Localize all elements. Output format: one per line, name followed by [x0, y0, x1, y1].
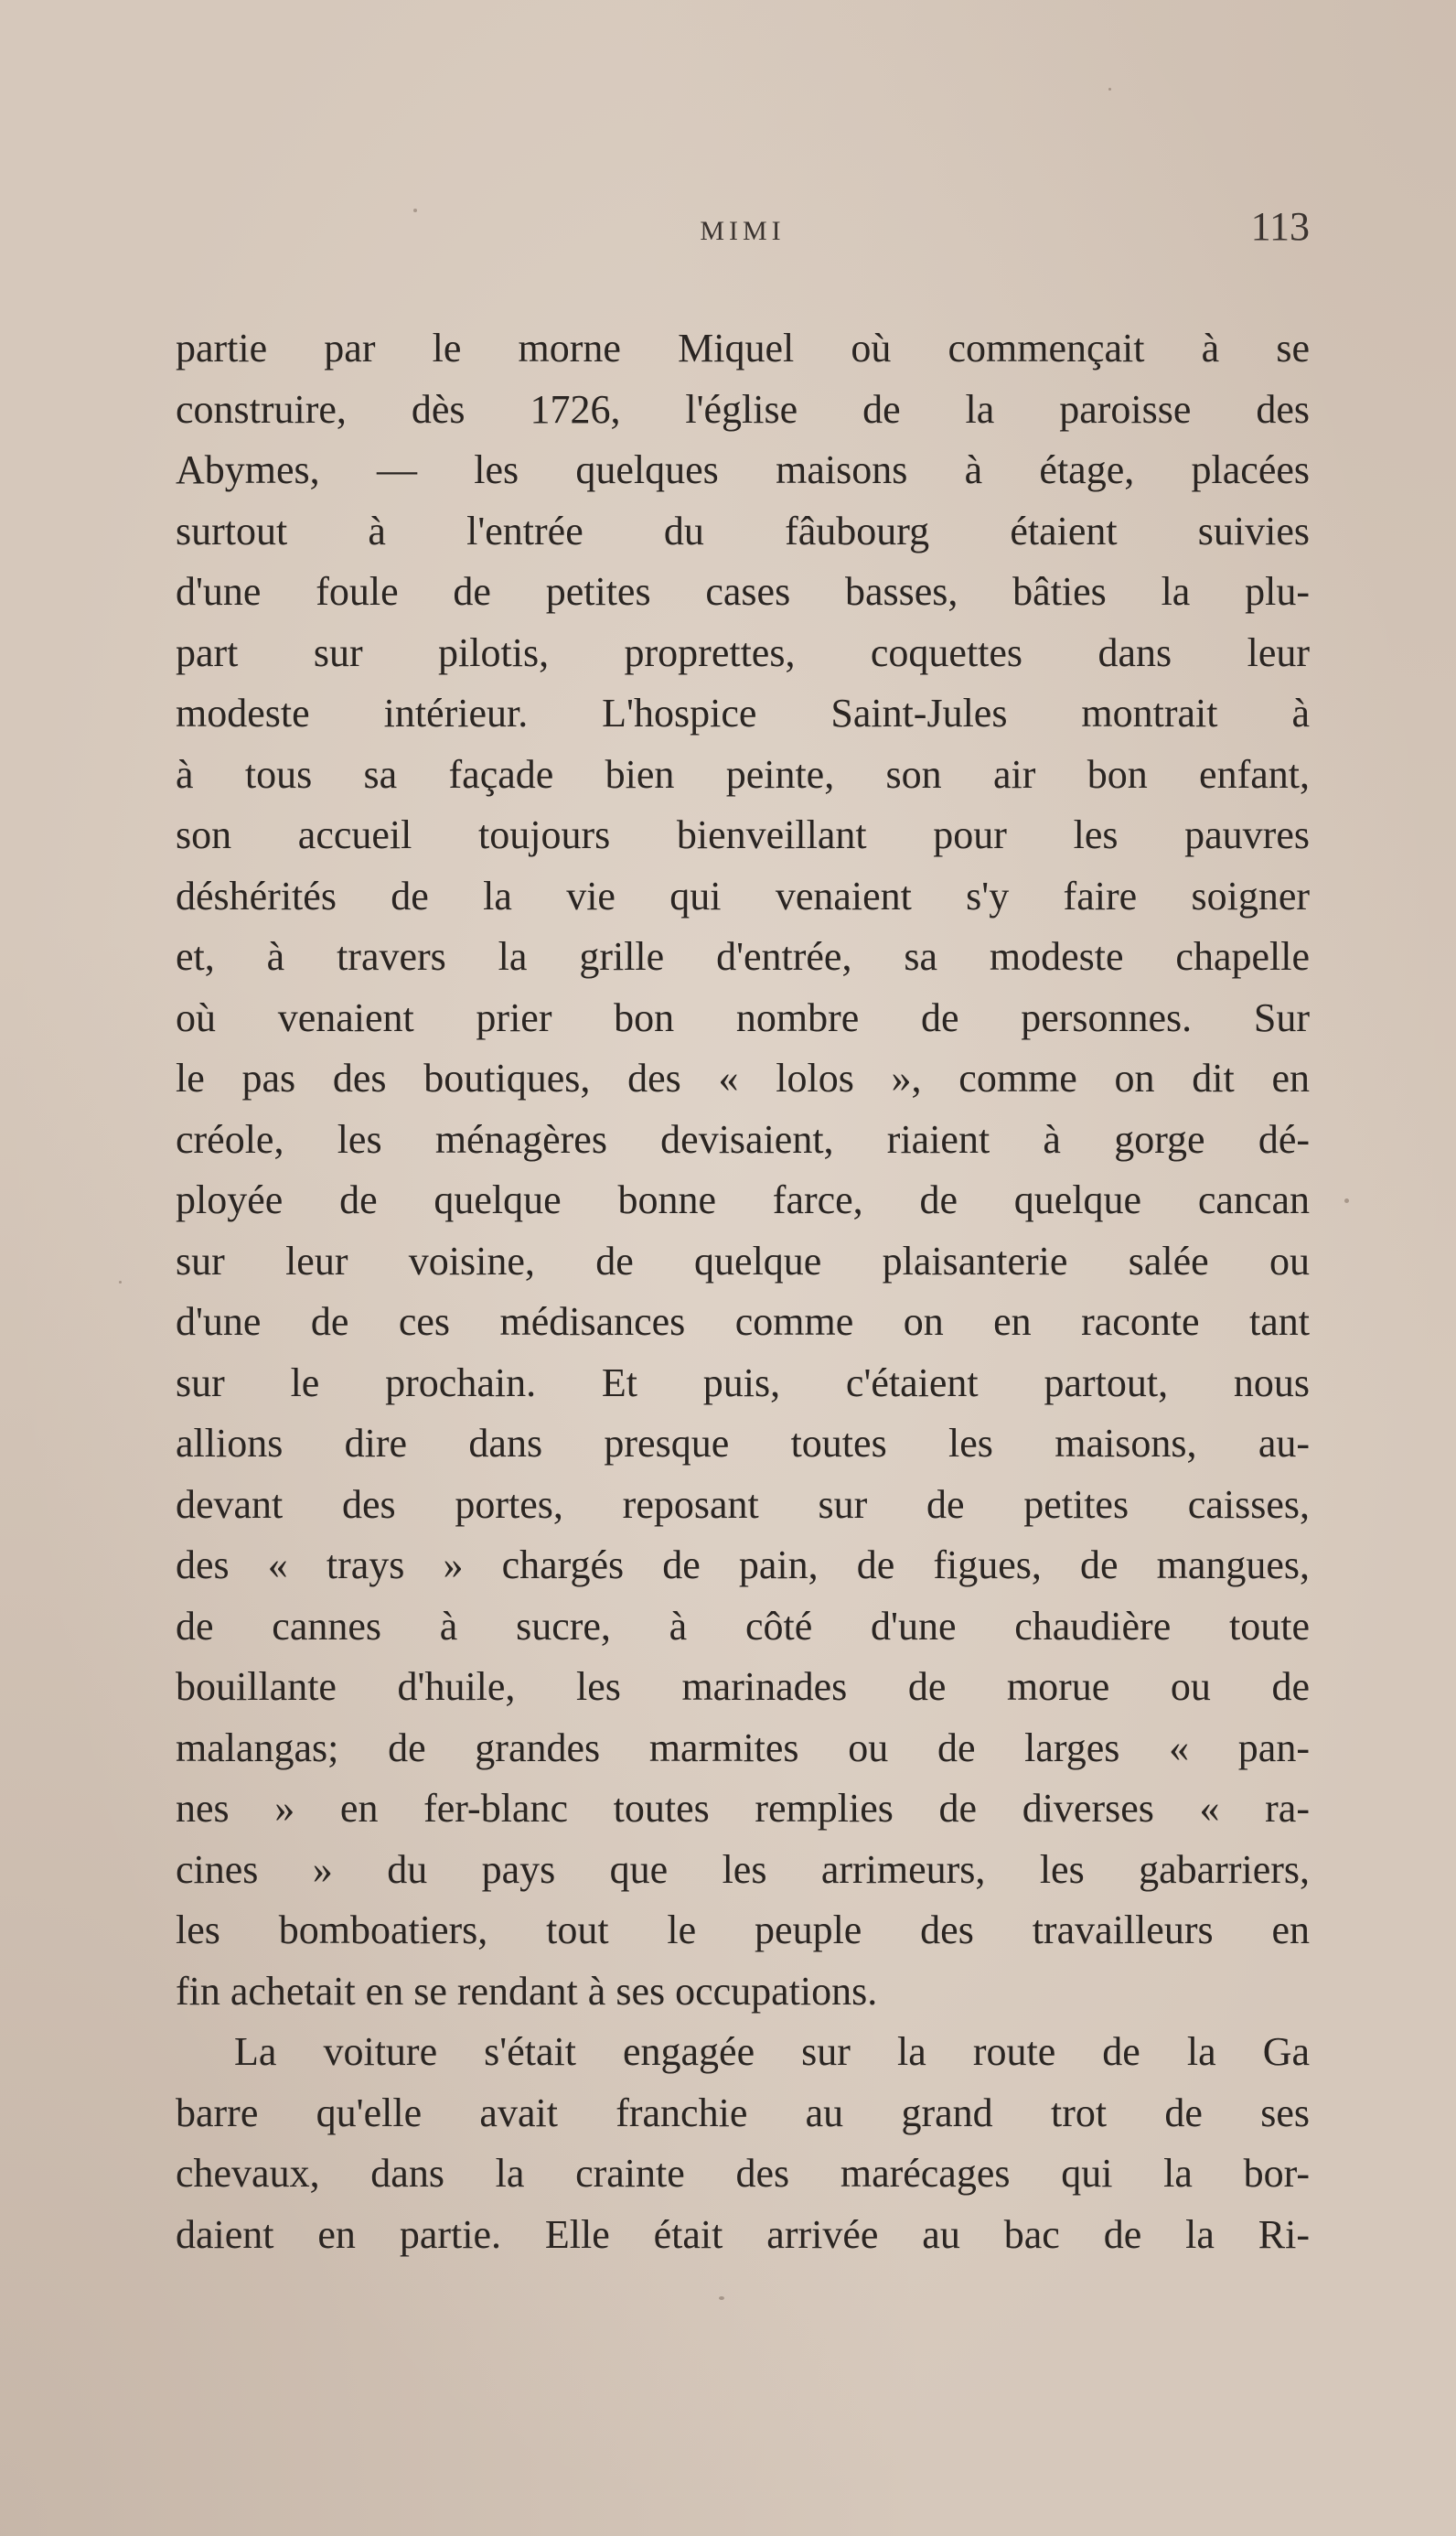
text-line: part sur pilotis, proprettes, coquettes dans leur — [176, 629, 1310, 675]
text-line: déshérités de la vie qui venaient s'y faire soigner — [176, 873, 1310, 919]
text-line: bouillante d'huile, les marinades de morue ou de — [176, 1664, 1310, 1709]
running-head — [176, 203, 1310, 258]
paper-speck — [1108, 88, 1111, 91]
paper-speck — [413, 209, 417, 212]
text-line: et, à travers la grille d'entrée, sa modeste chapelle — [176, 934, 1310, 979]
text-line: barre qu'elle avait franchie au grand trot de ses — [176, 2090, 1310, 2135]
text-line: malangas; de grandes marmites ou de larges « pan- — [176, 1725, 1310, 1770]
text-line: les bomboatiers, tout le peuple des travailleurs en — [176, 1907, 1310, 1952]
text-line: devant des portes, reposant sur de petites caisses, — [176, 1481, 1310, 1527]
text-line: le pas des boutiques, des « lolos », comme on dit en — [176, 1056, 1310, 1101]
text-line: des « trays » chargés de pain, de figues, de mangues, — [176, 1542, 1310, 1587]
text-line: surtout à l'entrée du fâubourg étaient suivies — [176, 508, 1310, 553]
text-line: de cannes à sucre, à côté d'une chaudière toute — [176, 1603, 1310, 1649]
text-line: son accueil toujours bienveillant pour les pauvres — [176, 812, 1310, 857]
text-line: allions dire dans presque toutes les maisons, au- — [176, 1421, 1310, 1466]
text-line: ployée de quelque bonne farce, de quelque cancan — [176, 1177, 1310, 1222]
text-line: construire, dès 1726, l'église de la paroisse des — [176, 386, 1310, 432]
text-line: sur leur voisine, de quelque plaisanterie salée ou — [176, 1238, 1310, 1284]
text-line: chevaux, dans la crainte des marécages qui la bor- — [176, 2151, 1310, 2196]
text-line: daient en partie. Elle était arrivée au bac de la Ri- — [176, 2211, 1310, 2257]
text-line: cines » du pays que les arrimeurs, les gabarriers, — [176, 1846, 1310, 1892]
page-number: 113 — [1250, 204, 1310, 249]
text-line: d'une foule de petites cases basses, bâties la plu- — [176, 569, 1310, 614]
running-title: MIMI — [700, 216, 786, 246]
text-line: nes » en fer-blanc toutes remplies de diverses « ra- — [176, 1786, 1310, 1831]
text-line: où venaient prier bon nombre de personnes. Sur — [176, 994, 1310, 1040]
text-line: créole, les ménagères devisaient, riaient à gorge dé- — [176, 1116, 1310, 1162]
body-text — [176, 318, 1310, 2265]
text-line: modeste intérieur. L'hospice Saint-Jules montrait à — [176, 691, 1310, 736]
paper-speck — [1344, 1198, 1349, 1203]
text-line: d'une de ces médisances comme on en raconte tant — [176, 1299, 1310, 1344]
text-line-paragraph-start: La voiture s'était engagée sur la route de la Ga — [234, 2029, 1310, 2074]
text-line: sur le prochain. Et puis, c'étaient partout, nous — [176, 1359, 1310, 1405]
text-line: Abymes, — les quelques maisons à étage, placées — [176, 447, 1310, 492]
paper-speck — [119, 1281, 122, 1284]
text-line: à tous sa façade bien peinte, son air bon enfant, — [176, 751, 1310, 797]
paper-speck — [719, 2296, 724, 2300]
text-line: partie par le morne Miquel où commençait à se — [176, 326, 1310, 371]
text-line-paragraph-end: fin achetait en se rendant à ses occupations. — [176, 1968, 878, 2014]
